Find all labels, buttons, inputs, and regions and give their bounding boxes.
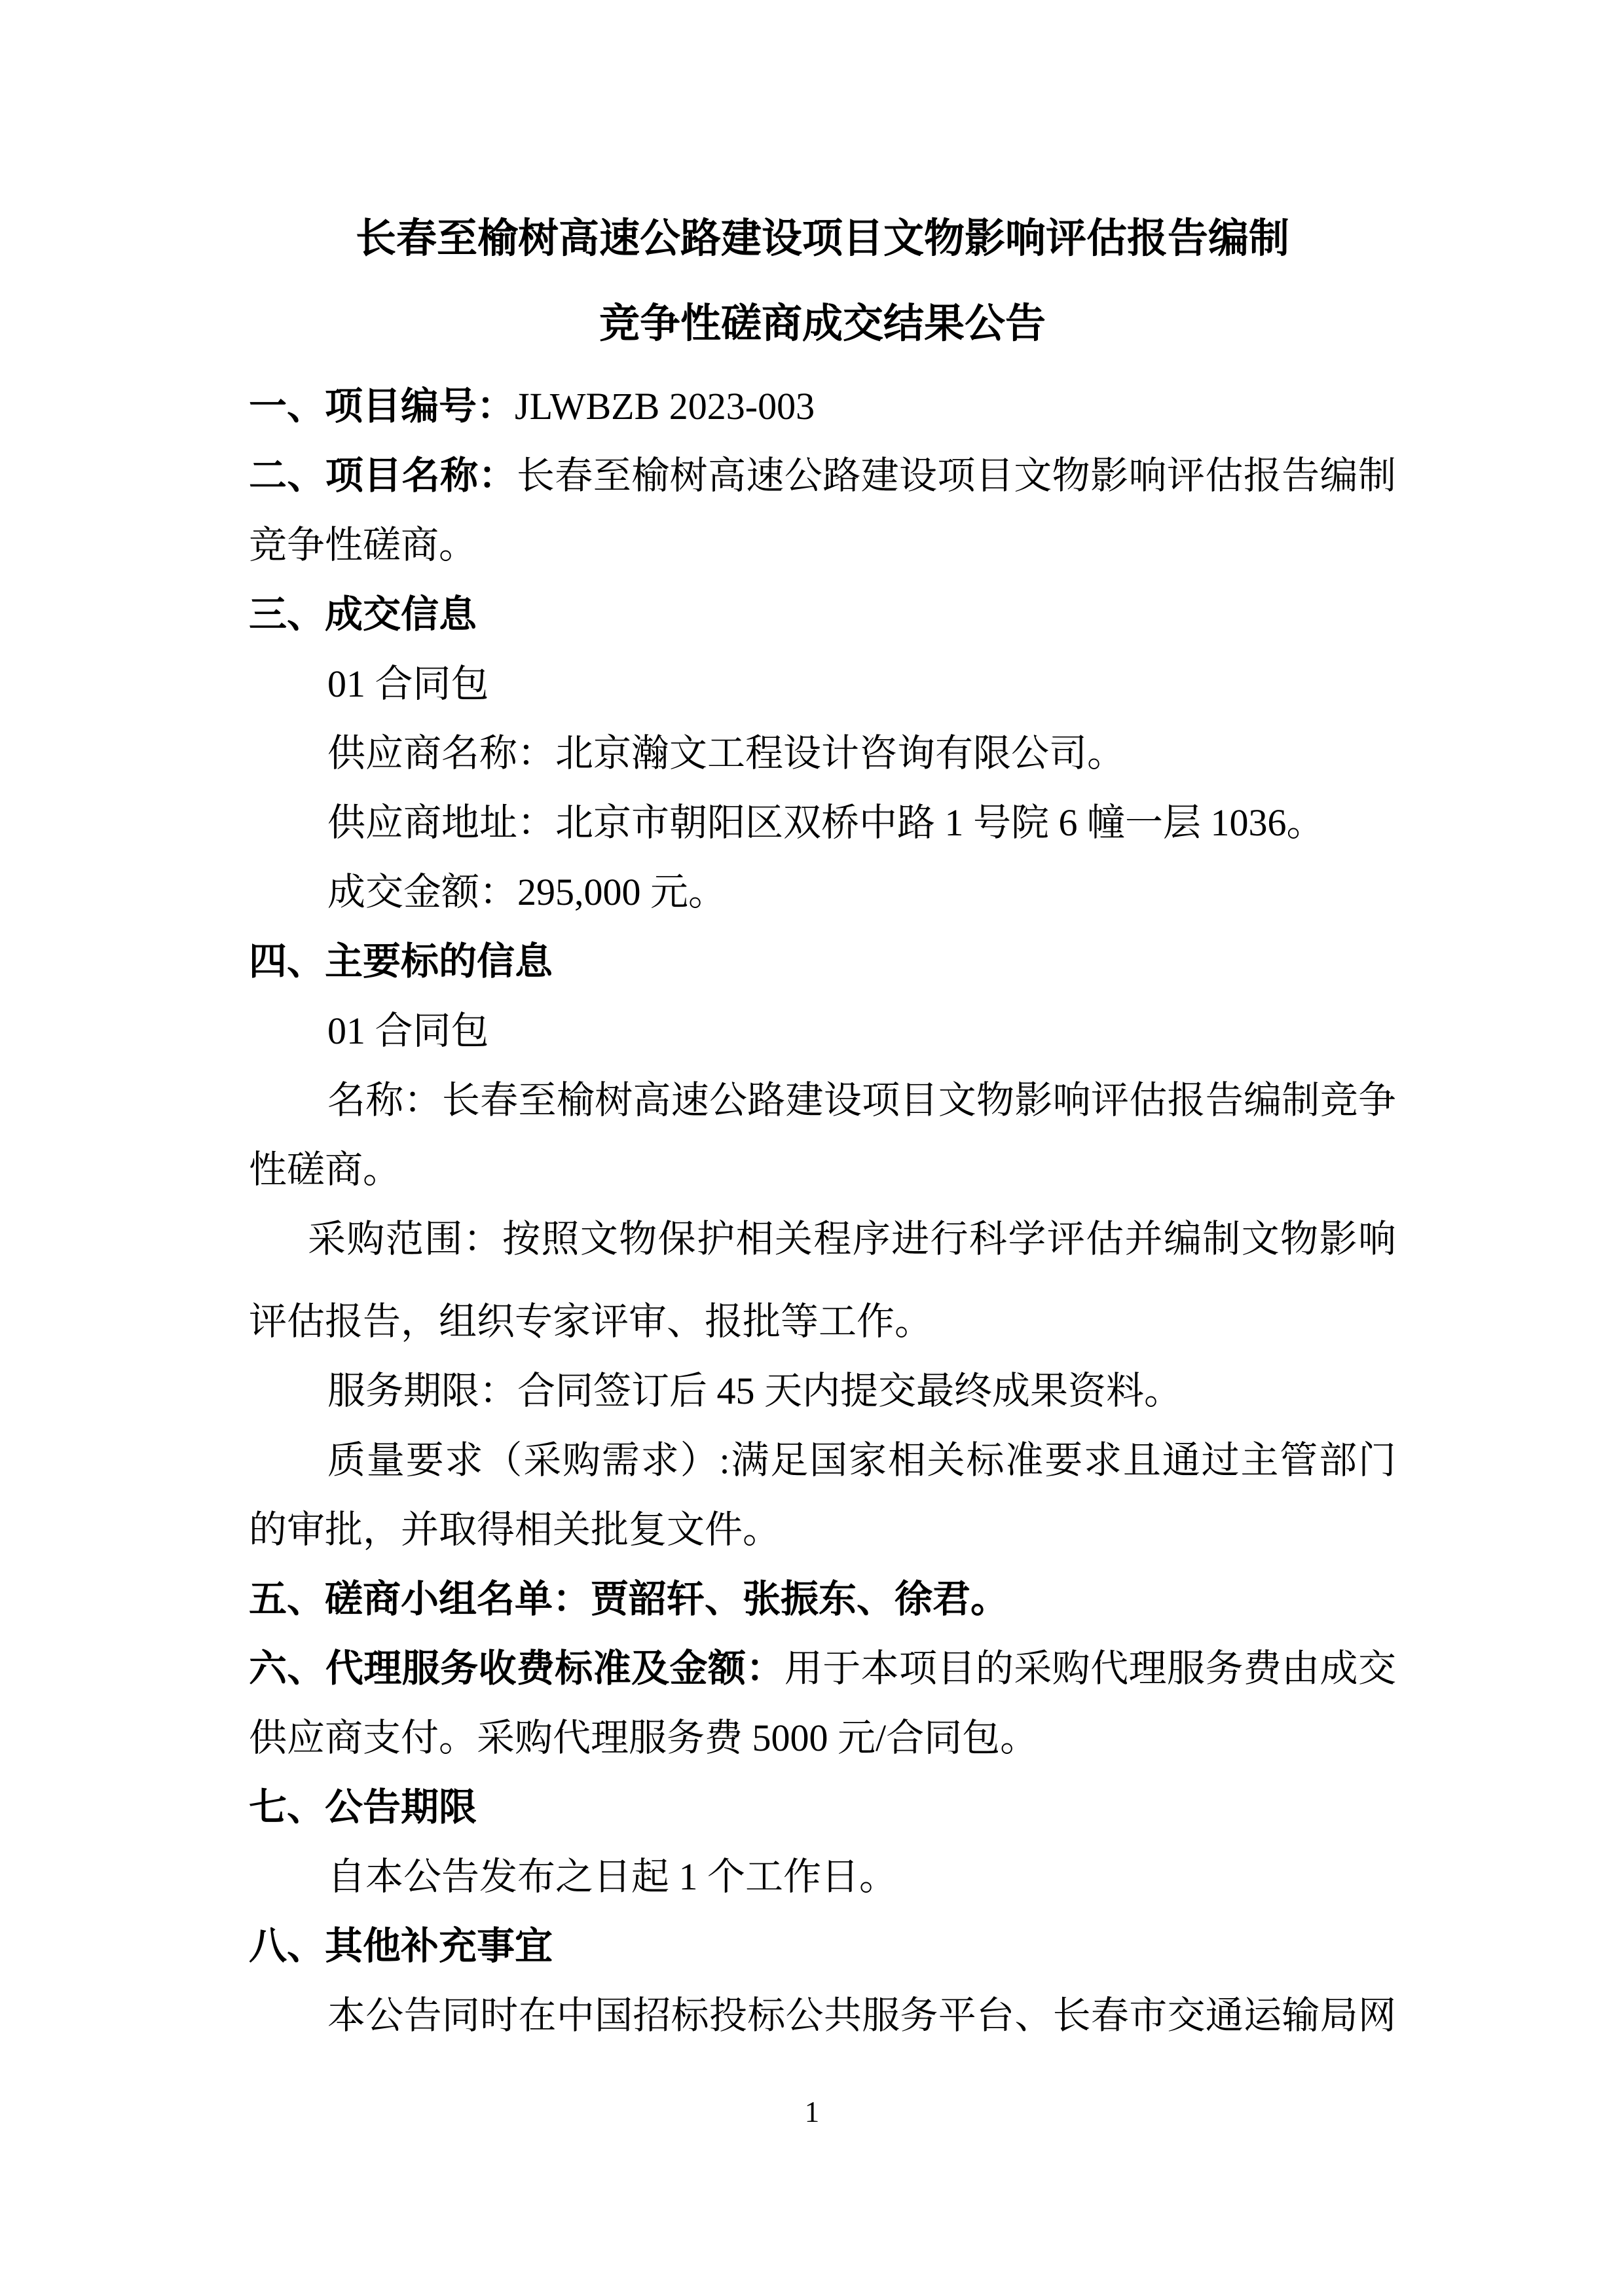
- doc-line: [249, 996, 1396, 1066]
- doc-line: [249, 1565, 1396, 1634]
- doc-line-text: 01 合同包: [327, 1010, 489, 1052]
- doc-line-text: 评估报告，组织专家评审、报批等工作。: [249, 1300, 933, 1343]
- doc-line-heading: 一、项目编号：: [249, 385, 515, 428]
- doc-line: [249, 1135, 1396, 1205]
- doc-line-text: 供应商名称：北京瀚文工程设计咨询有限公司。: [327, 732, 1126, 774]
- doc-line-text: 性磋商。: [249, 1148, 401, 1191]
- doc-line: [249, 1912, 1396, 1981]
- doc-line-text: 用于本项目的采购代理服务费由成交: [784, 1647, 1396, 1690]
- doc-line-heading: 六、代理服务收费标准及金额：: [249, 1647, 784, 1690]
- doc-line-heading: 七、公告期限: [249, 1786, 477, 1829]
- doc-line-heading: 二、项目名称：: [249, 454, 517, 497]
- doc-line: [249, 372, 1396, 441]
- doc-line-text: 质量要求（采购需求）:满足国家相关标准要求且通过主管部门: [327, 1439, 1396, 1482]
- doc-line: [249, 580, 1396, 649]
- doc-line-text: 长春至榆树高速公路建设项目文物影响评估报告编制: [516, 454, 1396, 497]
- doc-line-heading: 三、成交信息: [249, 593, 477, 636]
- doc-line: [249, 1426, 1396, 1495]
- doc-line: [249, 1357, 1396, 1426]
- doc-line-text: JLWBZB 2023-003: [515, 385, 815, 428]
- page-number: 1: [804, 2096, 820, 2128]
- doc-line: [249, 1066, 1396, 1135]
- doc-line-text: 竞争性磋商。: [249, 524, 477, 566]
- doc-line-text: 名称：长春至榆树高速公路建设项目文物影响评估报告编制竞争: [327, 1079, 1396, 1121]
- doc-line: [249, 1704, 1396, 1773]
- doc-line-heading: 四、主要标的信息: [249, 940, 553, 983]
- doc-line-text: 自本公告发布之日起 1 个工作日。: [327, 1855, 898, 1898]
- doc-line-text: 供应商地址：北京市朝阳区双桥中路 1 号院 6 幢一层 1036。: [327, 801, 1325, 844]
- doc-line-text: 采购范围：按照文物保护相关程序进行科学评估并编制文物影响: [308, 1218, 1396, 1260]
- doc-line: [249, 441, 1396, 511]
- doc-line-text: 服务期限：合同签订后 45 天内提交最终成果资料。: [327, 1370, 1183, 1412]
- doc-line-heading: 八、其他补充事宜: [249, 1925, 553, 1967]
- doc-line: [249, 1981, 1396, 2050]
- doc-line-text: 供应商支付。采购代理服务费 5000 元/合同包。: [249, 1717, 1039, 1759]
- doc-line: [249, 1495, 1396, 1565]
- doc-line-heading: 五、磋商小组名单：贾韶轩、张振东、徐君。: [249, 1578, 1009, 1620]
- doc-line: [249, 1205, 1396, 1274]
- document-title-line2: 竞争性磋商成交结果公告: [599, 301, 1046, 346]
- doc-line: [249, 927, 1396, 996]
- doc-line-text: 01 合同包: [327, 663, 489, 705]
- doc-line: [249, 649, 1396, 719]
- doc-line-text: 的审批，并取得相关批复文件。: [249, 1508, 781, 1551]
- doc-line: [249, 858, 1396, 927]
- doc-line: [249, 1287, 1396, 1357]
- doc-line: [249, 1842, 1396, 1912]
- doc-line: [249, 719, 1396, 788]
- document-content: [249, 196, 1396, 2050]
- document-body: [249, 372, 1396, 2050]
- doc-line-text: 本公告同时在中国招标投标公共服务平台、长春市交通运输局网: [327, 1994, 1396, 2037]
- doc-line: [249, 788, 1396, 858]
- doc-line-text: 成交金额：295,000 元。: [327, 871, 727, 913]
- doc-line: [249, 1634, 1396, 1704]
- document-title-line1: 长春至榆树高速公路建设项目文物影响评估报告编制: [355, 216, 1289, 261]
- doc-line: [249, 511, 1396, 580]
- doc-line: [249, 1773, 1396, 1842]
